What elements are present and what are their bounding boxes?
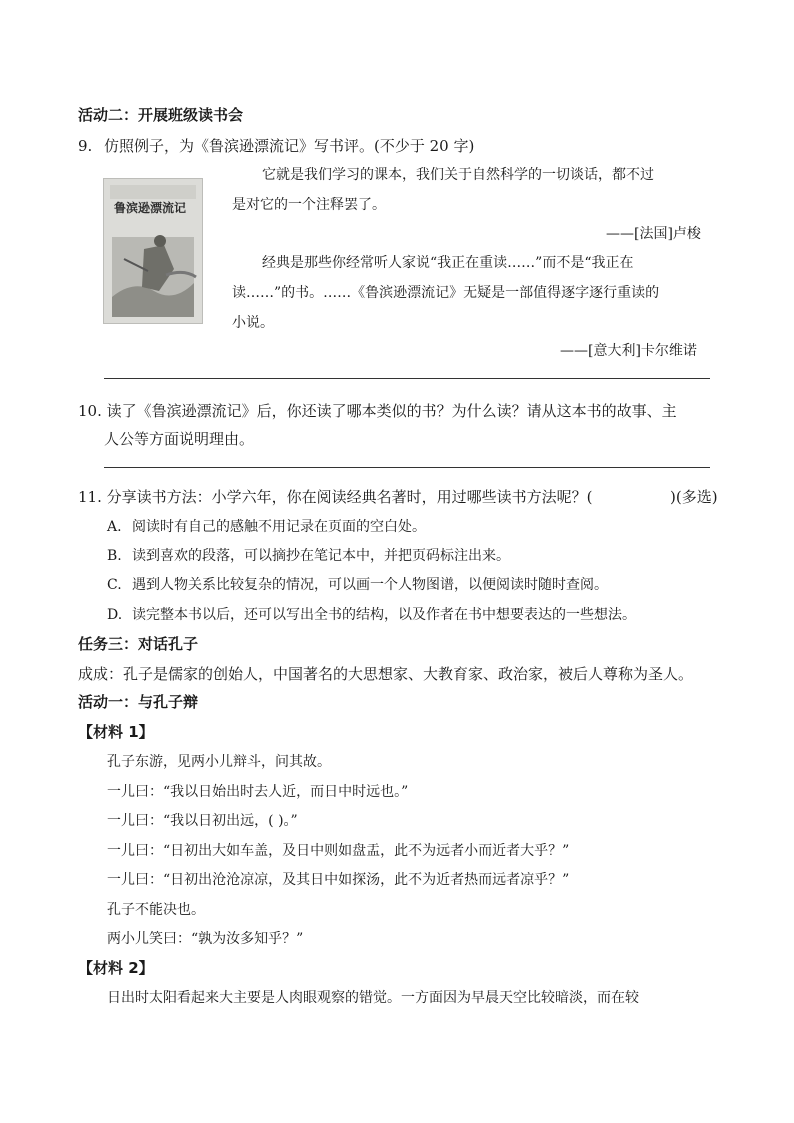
answer-blank[interactable] <box>632 488 668 506</box>
material-label: 【材料 2】 <box>78 959 154 977</box>
quote1-line: 是对它的一个注释罢了。 <box>232 197 386 213</box>
question-9-prompt: 仿照例子，为《鲁滨逊漂流记》写书评。(不少于 20 字) <box>104 137 475 155</box>
task-heading: 任务三：对话孔子 <box>78 635 199 653</box>
option-text: 阅读时有自己的感触不用记录在页面的空白处。 <box>132 519 426 535</box>
question-9-number: 9. <box>78 137 93 155</box>
option-letter: A. <box>107 519 122 535</box>
question-11-suffix: )(多选) <box>670 488 718 506</box>
quote2-author: ——[意大利]卡尔维诺 <box>560 343 697 359</box>
activity-heading: 活动二：开展班级读书会 <box>78 106 244 124</box>
material-line: 一儿曰：“我以日初出远，( )。” <box>107 813 298 829</box>
material-line: 一儿曰：“日初出大如车盖，及日中则如盘盂，此不为远者小而近者大乎？” <box>107 843 570 859</box>
option-text: 遇到人物关系比较复杂的情况，可以画一个人物图谱，以便阅读时随时查阅。 <box>132 577 608 593</box>
material-line: 日出时太阳看起来大主要是人肉眼观察的错觉。一方面因为早晨天空比较暗淡，而在较 <box>107 990 639 1006</box>
material-line: 一儿曰：“我以日始出时去人近，而日中时远也。” <box>107 784 409 800</box>
option-letter: B. <box>107 548 122 564</box>
activity-heading: 活动一：与孔子辩 <box>78 693 199 711</box>
answer-line[interactable] <box>104 467 710 468</box>
option-text: 读到喜欢的段落，可以摘抄在笔记本中，并把页码标注出来。 <box>132 548 510 564</box>
material-line: 一儿曰：“日初出沧沧凉凉，及其日中如探汤，此不为近者热而远者凉乎？” <box>107 872 570 888</box>
answer-line[interactable] <box>104 378 710 379</box>
quote2-line: 读……”的书。……《鲁滨逊漂流记》无疑是一部值得逐字逐行重读的 <box>232 285 660 301</box>
quote2-line: 小说。 <box>232 315 274 331</box>
question-10-prompt: 10. 读了《鲁滨逊漂流记》后，你还读了哪本类似的书？为什么读？请从这本书的故事、主 <box>78 402 677 420</box>
question-11-prompt: 11. 分享读书方法：小学六年，你在阅读经典名著时，用过哪些读书方法呢？( <box>78 488 593 506</box>
material-line: 孔子不能决也。 <box>107 902 205 918</box>
material-line: 孔子东游，见两小儿辩斗，问其故。 <box>107 754 331 770</box>
option-letter: D. <box>107 607 123 623</box>
book-cover-image <box>103 178 203 324</box>
book-cover-title: 鲁滨逊漂流记 <box>114 201 187 215</box>
material-line: 两小儿笑曰：“孰为汝多知乎？” <box>107 931 304 947</box>
option-text: 读完整本书以后，还可以写出全书的结构，以及作者在书中想要表达的一些想法。 <box>132 607 636 623</box>
material-label: 【材料 1】 <box>78 723 154 741</box>
option-letter: C. <box>107 577 122 593</box>
question-10-prompt-cont: 人公等方面说明理由。 <box>104 430 255 448</box>
intro-text: 成成：孔子是儒家的创始人，中国著名的大思想家、大教育家、政治家，被后人尊称为圣人。 <box>78 665 694 683</box>
quote1-line: 它就是我们学习的课本，我们关于自然科学的一切谈话，都不过 <box>262 167 654 183</box>
quote1-author: ——[法国]卢梭 <box>606 226 701 242</box>
quote2-line: 经典是那些你经常听人家说“我正在重读……”而不是“我正在 <box>262 255 634 271</box>
